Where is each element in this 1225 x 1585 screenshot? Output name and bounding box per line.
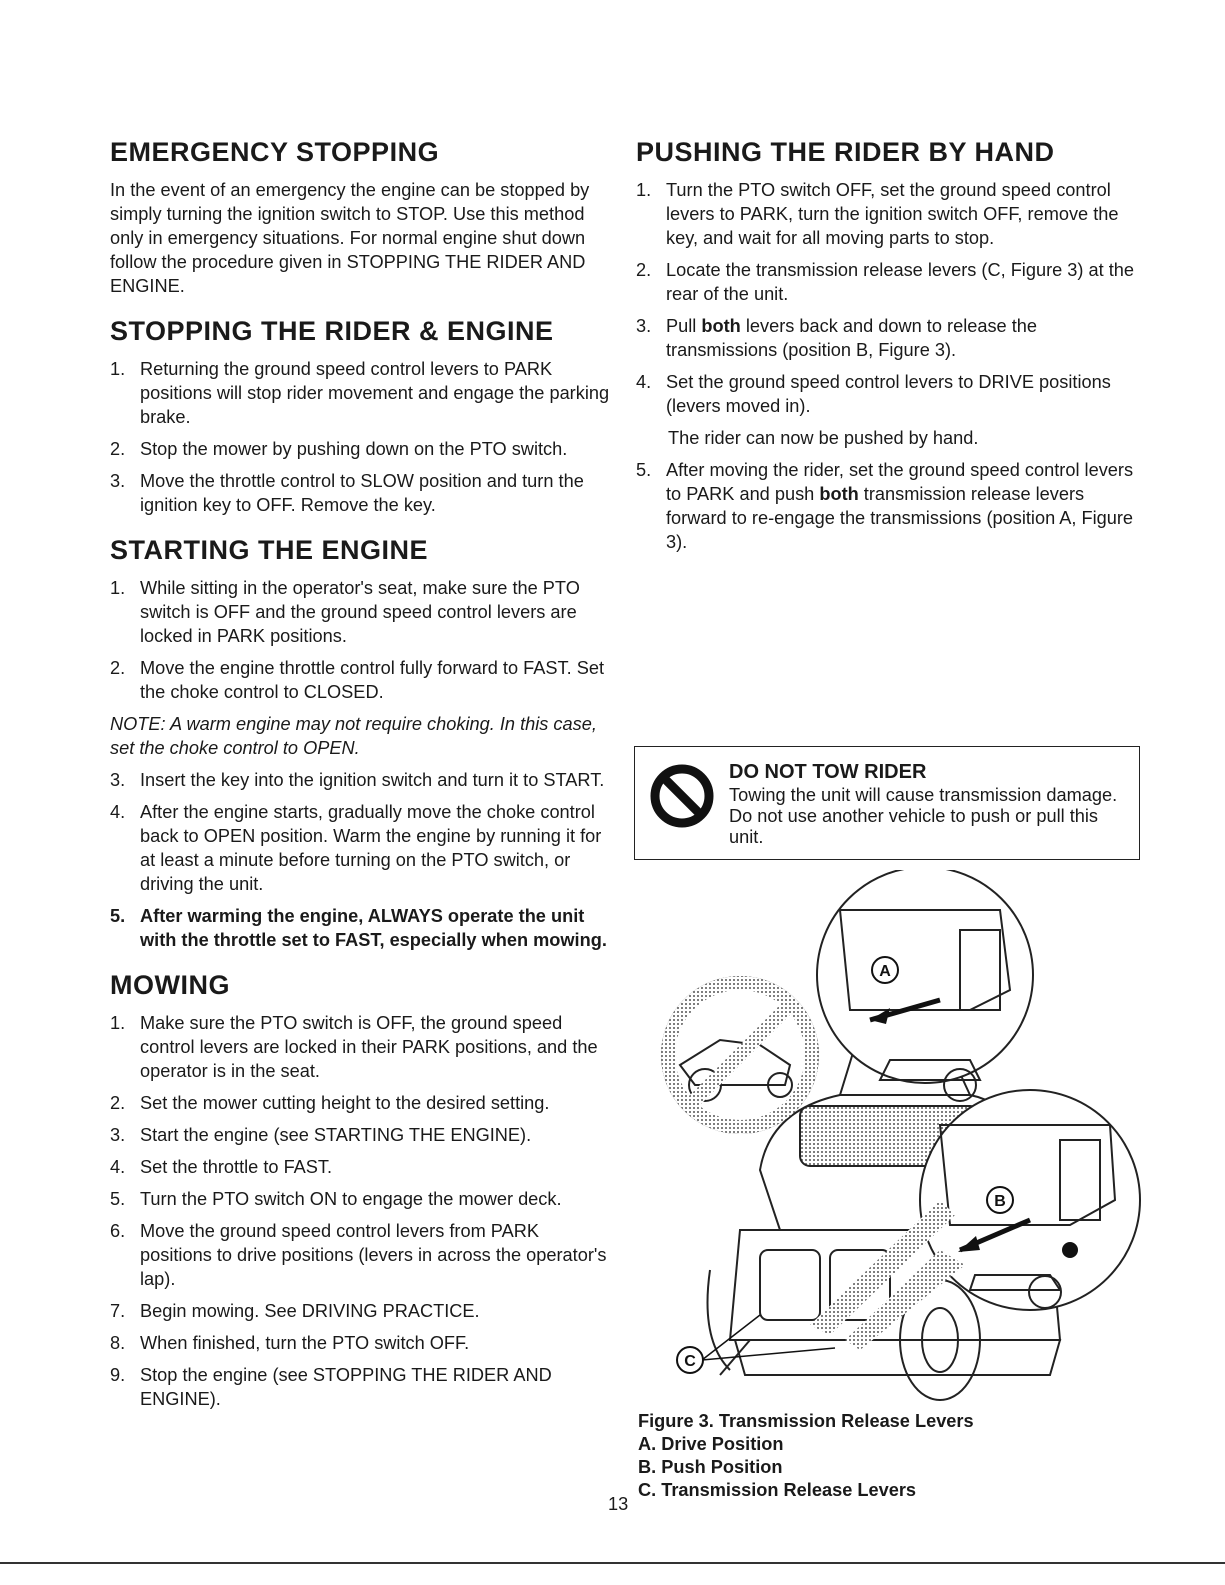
choke-note: NOTE: A warm engine may not require choking. In this case, set the choke control to OPEN. [110,714,597,758]
list-item: 1. Turn the PTO switch OFF, set the ground speed control levers to PARK, turn the ignition switch OFF, remove the key, and wait for all moving parts to stop. [636,180,1119,248]
caption-c: C. Transmission Release Levers [638,1480,917,1500]
push-by-hand-note: The rider can now be pushed by hand. [668,428,979,448]
list-item: 1. Returning the ground speed control levers to PARK positions will stop rider movement and engage the parking brake. [110,359,610,427]
list-item: 2. Move the engine throttle control fully forward to FAST. Set the choke control to CLOSED. [110,658,605,702]
warning-title: DO NOT TOW RIDER [729,761,927,783]
list-item: 1. Make sure the PTO switch is OFF, the ground speed control levers are locked in their PARK positions, and the operator is in the seat. [110,1013,598,1081]
list-item: 6. Move the ground speed control levers from PARK positions to drive positions (levers in across the operator's lap). [110,1221,607,1289]
list-item: 9. Stop the engine (see STOPPING THE RIDER AND ENGINE). [110,1365,552,1409]
starting-heading: STARTING THE ENGINE [110,535,429,565]
caption-b: B. Push Position [638,1457,783,1477]
list-item: 3. Move the throttle control to SLOW position and turn the ignition key to OFF. Remove the key. [110,471,584,515]
list-item: 2. Locate the transmission release levers (C, Figure 3) at the rear of the unit. [636,260,1135,304]
list-item: 7. Begin mowing. See DRIVING PRACTICE. [110,1301,480,1321]
pushing-heading: PUSHING THE RIDER BY HAND [636,137,1055,167]
no-towing-icon [662,977,818,1133]
list-item: 2. Set the mower cutting height to the desired setting. [110,1093,550,1113]
emergency-stopping-heading: EMERGENCY STOPPING [110,137,440,167]
callout-b-label: B [994,1193,1006,1210]
pushing-list [636,178,1146,418]
right-column [636,137,1146,562]
mowing-heading: MOWING [110,970,230,1000]
pushing-list-continued [636,458,1146,554]
figure-caption [638,1410,1158,1502]
callout-c-label: C [684,1353,696,1370]
bottom-rule [0,1562,1225,1564]
page-number: 13 [608,1494,629,1514]
emergency-stopping-body: In the event of an emergency the engine can be stopped by simply turning the ignition switch to STOP. Use this method only in emergency situations. For normal engine shut down follow the procedure given in STOPPING THE RIDER AND ENGINE. [110,180,590,296]
starting-list [110,576,610,704]
list-item: 3. Start the engine (see STARTING THE ENGINE). [110,1125,532,1145]
list-item: 3. Insert the key into the ignition switch and turn it to START. [110,770,605,790]
caption-title: Figure 3. Transmission Release Levers [638,1411,974,1431]
list-item: 4. Set the ground speed control levers to DRIVE positions (levers moved in). [636,372,1111,416]
push-position-detail [920,1090,1140,1310]
list-item: 5. After moving the rider, set the ground speed control levers to PARK and push both transmission release levers forward to re-engage the transmissions (position A, Figure 3). [636,460,1134,552]
list-item: 8. When finished, turn the PTO switch OFF. [110,1333,470,1353]
warning-body: Towing the unit will cause transmission damage. Do not use another vehicle to push or pull this unit. [729,785,1118,847]
transmission-levers-figure [640,870,1150,1405]
list-item: 4. Set the throttle to FAST. [110,1157,333,1177]
prohibition-icon [649,763,715,829]
list-item: 4. After the engine starts, gradually move the choke control back to OPEN position. Warm the engine by running it for at least a minute before turning on the PTO switch, or driving the unit. [110,802,602,894]
stopping-heading: STOPPING THE RIDER & ENGINE [110,316,554,346]
do-not-tow-warning [634,746,1140,860]
starting-list-continued [110,768,610,952]
left-column [110,137,610,1419]
caption-a: A. Drive Position [638,1434,784,1454]
list-item: 3. Pull both levers back and down to release the transmissions (position B, Figure 3). [636,316,1038,360]
stopping-list [110,357,610,517]
callout-a-label: A [879,963,891,980]
list-item: 5. Turn the PTO switch ON to engage the mower deck. [110,1189,562,1209]
list-item: 2. Stop the mower by pushing down on the PTO switch. [110,439,568,459]
list-item: 5. After warming the engine, ALWAYS operate the unit with the throttle set to FAST, especially when mowing. [110,906,607,950]
mowing-list [110,1011,610,1411]
list-item: 1. While sitting in the operator's seat, make sure the PTO switch is OFF and the ground speed control levers are locked in PARK positions. [110,578,580,646]
